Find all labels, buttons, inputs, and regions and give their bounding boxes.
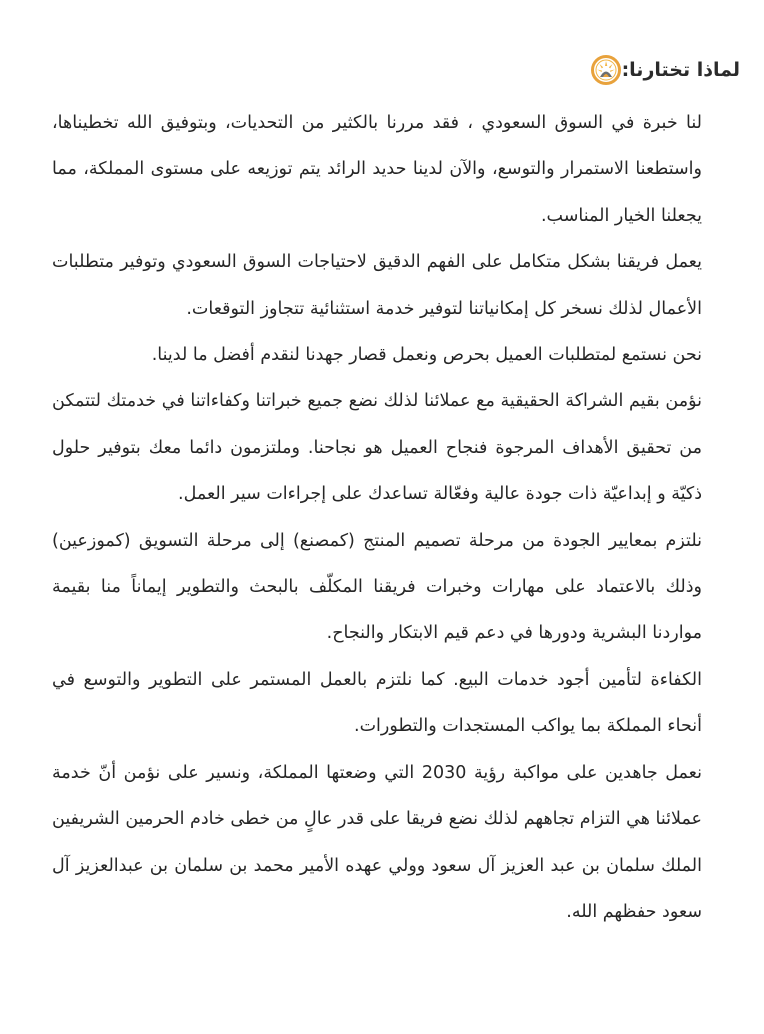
paragraph-partnership: نؤمن بقيم الشراكة الحقيقية مع عملائنا لذلك نضع جميع خبراتنا وكفاءاتنا في خدمتك لتتمكن من تحقيق الأهداف المرجوة فنجاح العميل هو نجاحنا. وملتزمون دائما معك بتوفير حلول ذكيّة و إبداعيّة ذات جودة عالية وفعّالة تساعدك على إجراءات سير العمل. <box>52 391 702 505</box>
paragraph-efficiency: الكفاءة لتأمين أجود خدمات البيع. كما نلتزم بالعمل المستمر على التطوير والتوسع في أنحاء المملكة بما يواكب المستجدات والتطورات. <box>52 669 702 737</box>
paragraph-team: يعمل فريقنا بشكل متكامل على الفهم الدقيق لاحتياجات السوق السعودي وتوفير متطلبات الأعمال لذلك نسخر كل إمكانياتنا لتوفير خدمة استثنائية تتجاوز التوقعات. <box>52 252 702 319</box>
paragraph-vision-2030: نعمل جاهدين على مواكبة رؤية 2030 التي وضعتها المملكة، ونسير على نؤمن أنّ خدمة عملائنا هي التزام تجاههم لذلك نضع فريقا على قدر عالٍ من خطى خادم الحرمين الشريفين الملك سلمان بن عبد العزيز آل سعود وولي عهده الأمير محمد بن سلمان بن عبدالعزيز آل سعود حفظهم الله. <box>52 762 702 922</box>
section-heading <box>582 52 740 88</box>
heading-title: لماذا تختارنا: <box>621 59 740 81</box>
body-text <box>52 100 702 935</box>
sunrise-emblem-icon <box>590 54 622 86</box>
paragraph-listening: نحن نستمع لمتطلبات العميل بحرص ونعمل قصار جهدنا لنقدم أفضل ما لدينا. <box>151 345 702 366</box>
paragraph-experience: لنا خبرة في السوق السعودي ، فقد مررنا بالكثير من التحديات، وبتوفيق الله تخطيناها، واستطعنا الاستمرار والتوسع، والآن لدينا حديد الرائد يتم توزيعه على مستوى المملكة، مما يجعلنا الخيار المناسب. <box>52 113 702 226</box>
paragraph-quality: نلتزم بمعايير الجودة من مرحلة تصميم المنتج (كمصنع) إلى مرحلة التسويق (كموزعين) وذلك بالاعتماد على مهارات وخبرات فريقنا المكلّف بالبحث والتطوير إيماناً منا بقيمة مواردنا البشرية ودورها في دعم قيم الابتكار والنجاح. <box>52 530 702 644</box>
